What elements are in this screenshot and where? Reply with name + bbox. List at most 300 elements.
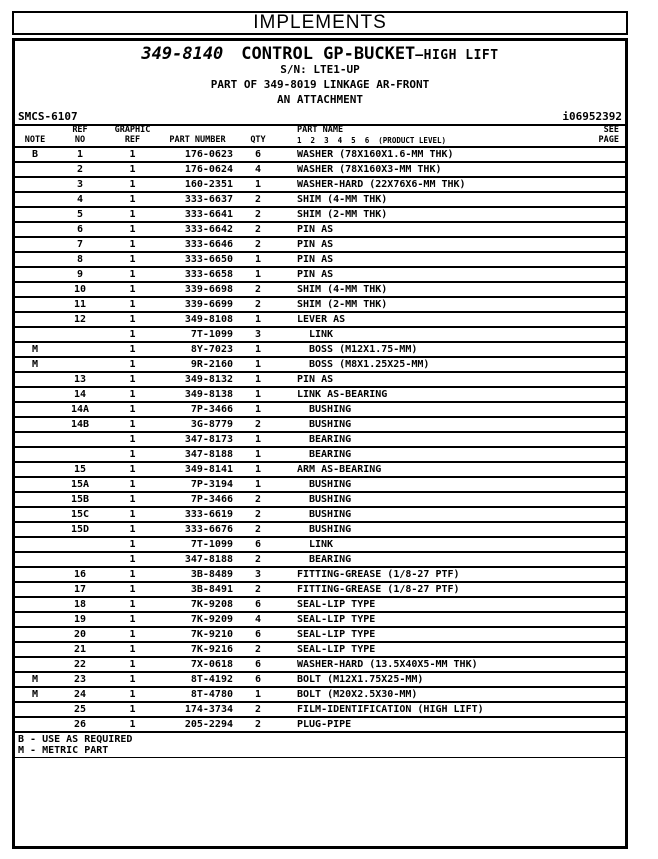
cell-part-name: BOSS (M8X1.25X25-MM) <box>309 359 430 370</box>
cell-note <box>15 208 55 221</box>
cell-ref-no: 18 <box>73 599 87 610</box>
cell-note <box>15 373 55 386</box>
cell-graphic-ref: 1 <box>129 464 136 475</box>
cell-see-page <box>561 628 625 641</box>
cell-part-name: FITTING-GREASE (1/8-27 PTF) <box>297 584 460 595</box>
cell-graphic-ref: 1 <box>129 554 136 565</box>
cell-graphic-ref: 1 <box>129 209 136 220</box>
cell-qty: 2 <box>254 509 262 520</box>
serial-number-line: S/N: LTE1-UP <box>280 63 360 76</box>
cell-part-name: LINK <box>309 539 334 550</box>
cell-ref-no <box>55 448 105 461</box>
table-row <box>15 418 625 433</box>
cell-see-page <box>561 553 625 566</box>
cell-part-number: 3G-8779 <box>190 419 233 430</box>
cell-part-name: PIN AS <box>297 269 334 280</box>
cell-part-number: 339-6698 <box>184 284 233 295</box>
cell-qty: 1 <box>254 689 262 700</box>
footnote-m: M - METRIC PART <box>18 745 109 756</box>
cell-part-number: 333-6637 <box>184 194 233 205</box>
table-row <box>15 598 625 613</box>
cell-ref-no <box>55 553 105 566</box>
cell-ref-no: 8 <box>76 254 84 265</box>
cell-note <box>15 403 55 416</box>
cell-note <box>15 268 55 281</box>
cell-part-number: 176-0624 <box>184 164 233 175</box>
cell-part-number: 347-8173 <box>184 434 233 445</box>
table-row <box>15 253 625 268</box>
cell-see-page <box>561 358 625 371</box>
parts-table <box>15 124 625 733</box>
cell-graphic-ref: 1 <box>129 374 136 385</box>
cell-see-page <box>561 343 625 356</box>
cell-graphic-ref: 1 <box>129 584 136 595</box>
table-row <box>15 313 625 328</box>
cell-note <box>15 598 55 611</box>
cell-see-page <box>561 688 625 701</box>
cell-ref-no: 9 <box>76 269 84 280</box>
cell-qty: 1 <box>254 404 262 415</box>
cell-qty: 2 <box>254 419 262 430</box>
cell-graphic-ref: 1 <box>129 419 136 430</box>
cell-ref-no: 21 <box>73 644 87 655</box>
cell-part-number: 174-3734 <box>184 704 233 715</box>
cell-part-number: 7P-3194 <box>190 479 233 490</box>
col-header-part-name: PART NAME 1 2 3 4 5 6 (PRODUCT LEVEL) <box>297 125 447 145</box>
cell-part-name: BEARING <box>309 554 352 565</box>
table-row <box>15 403 625 418</box>
cell-graphic-ref: 1 <box>129 479 136 490</box>
cell-part-name: PIN AS <box>297 239 334 250</box>
cell-see-page <box>561 178 625 191</box>
cell-see-page <box>561 313 625 326</box>
cell-note <box>15 418 55 431</box>
cell-qty: 1 <box>254 179 262 190</box>
table-row <box>15 613 625 628</box>
cell-part-number: 333-6658 <box>184 269 233 280</box>
cell-note <box>15 463 55 476</box>
cell-ref-no <box>55 538 105 551</box>
cell-see-page <box>561 328 625 341</box>
col-header-ref-no: REF NO <box>72 125 88 145</box>
cell-qty: 2 <box>254 299 262 310</box>
cell-part-name: SHIM (2-MM THK) <box>297 209 388 220</box>
table-row <box>15 178 625 193</box>
cell-note: M <box>31 359 39 370</box>
cell-graphic-ref: 1 <box>129 254 136 265</box>
cell-part-name: WASHER (78X160X1.6-MM THK) <box>297 149 454 160</box>
cell-part-number: 349-8138 <box>184 389 233 400</box>
cell-see-page <box>561 718 625 731</box>
cell-part-number: 333-6641 <box>184 209 233 220</box>
cell-part-number: 333-6676 <box>184 524 233 535</box>
cell-ref-no: 2 <box>76 164 84 175</box>
parts-list-panel <box>12 38 628 849</box>
col-header-note: NOTE <box>24 134 46 145</box>
cell-see-page <box>561 643 625 656</box>
cell-graphic-ref: 1 <box>129 674 136 685</box>
cell-ref-no <box>55 358 105 371</box>
cell-qty: 1 <box>254 449 262 460</box>
cell-see-page <box>561 703 625 716</box>
cell-part-name: BEARING <box>309 434 352 445</box>
cell-part-name: BOSS (M12X1.75-MM) <box>309 344 418 355</box>
cell-part-number: 349-8141 <box>184 464 233 475</box>
cell-ref-no: 7 <box>76 239 84 250</box>
cell-graphic-ref: 1 <box>129 179 136 190</box>
table-row <box>15 358 625 373</box>
cell-part-number: 9R-2160 <box>190 359 233 370</box>
table-row <box>15 208 625 223</box>
cell-graphic-ref: 1 <box>129 539 136 550</box>
cell-ref-no: 11 <box>73 299 87 310</box>
cell-note <box>15 553 55 566</box>
cell-part-name: SEAL-LIP TYPE <box>297 599 376 610</box>
table-row <box>15 508 625 523</box>
cell-see-page <box>561 583 625 596</box>
cell-see-page <box>561 298 625 311</box>
cell-graphic-ref: 1 <box>129 344 136 355</box>
cell-see-page <box>561 388 625 401</box>
cell-graphic-ref: 1 <box>129 494 136 505</box>
cell-part-number: 349-8108 <box>184 314 233 325</box>
cell-ref-no: 15C <box>70 509 90 520</box>
cell-part-name: SHIM (4-MM THK) <box>297 194 388 205</box>
cell-qty: 2 <box>254 704 262 715</box>
cell-ref-no: 16 <box>73 569 87 580</box>
cell-qty: 1 <box>254 254 262 265</box>
cell-qty: 1 <box>254 314 262 325</box>
cell-part-name: FILM-IDENTIFICATION (HIGH LIFT) <box>297 704 484 715</box>
cell-ref-no: 19 <box>73 614 87 625</box>
cell-qty: 1 <box>254 344 262 355</box>
cell-see-page <box>561 253 625 266</box>
cell-qty: 1 <box>254 359 262 370</box>
table-row <box>15 688 625 703</box>
cell-part-number: 333-6646 <box>184 239 233 250</box>
group-part-number: 349-8140 <box>141 44 224 64</box>
cell-qty: 6 <box>254 629 262 640</box>
cell-note: M <box>31 344 39 355</box>
cell-note <box>15 568 55 581</box>
cell-qty: 1 <box>254 434 262 445</box>
cell-ref-no: 5 <box>76 209 84 220</box>
table-row <box>15 463 625 478</box>
footnotes <box>15 733 625 758</box>
cell-ref-no: 20 <box>73 629 87 640</box>
table-row <box>15 298 625 313</box>
cell-see-page <box>561 268 625 281</box>
smcs-code: SMCS-6107 <box>18 110 78 123</box>
table-row <box>15 343 625 358</box>
cell-part-number: 349-8132 <box>184 374 233 385</box>
cell-part-number: 7T-1099 <box>190 539 233 550</box>
cell-qty: 2 <box>254 239 262 250</box>
cell-qty: 2 <box>254 554 262 565</box>
cell-note <box>15 388 55 401</box>
cell-qty: 6 <box>254 599 262 610</box>
cell-part-number: 3B-8489 <box>190 569 233 580</box>
cell-see-page <box>561 433 625 446</box>
cell-ref-no: 14A <box>70 404 90 415</box>
cell-see-page <box>561 403 625 416</box>
cell-see-page <box>561 208 625 221</box>
cell-see-page <box>561 373 625 386</box>
cell-note <box>15 298 55 311</box>
cell-note <box>15 283 55 296</box>
table-row <box>15 223 625 238</box>
cell-part-number: 347-8188 <box>184 449 233 460</box>
cell-part-number: 7T-1099 <box>190 329 233 340</box>
cell-part-name: BUSHING <box>309 509 352 520</box>
cell-qty: 2 <box>254 719 262 730</box>
cell-part-number: 7K-9208 <box>190 599 233 610</box>
table-row <box>15 538 625 553</box>
cell-part-name: BOLT (M12X1.75X25-MM) <box>297 674 424 685</box>
table-row <box>15 388 625 403</box>
cell-ref-no <box>55 433 105 446</box>
table-row <box>15 193 625 208</box>
cell-graphic-ref: 1 <box>129 314 136 325</box>
cell-graphic-ref: 1 <box>129 269 136 280</box>
cell-ref-no: 25 <box>73 704 87 715</box>
table-row <box>15 163 625 178</box>
cell-graphic-ref: 1 <box>129 434 136 445</box>
cell-qty: 6 <box>254 674 262 685</box>
table-row <box>15 718 625 733</box>
cell-ref-no: 4 <box>76 194 84 205</box>
table-row <box>15 433 625 448</box>
cell-graphic-ref: 1 <box>129 509 136 520</box>
table-row <box>15 448 625 463</box>
table-row <box>15 568 625 583</box>
cell-ref-no: 15D <box>70 524 90 535</box>
col-header-see-page: SEE PAGE <box>598 125 619 145</box>
cell-part-name: SHIM (2-MM THK) <box>297 299 388 310</box>
cell-ref-no: 26 <box>73 719 87 730</box>
cell-see-page <box>561 598 625 611</box>
cell-note <box>15 478 55 491</box>
cell-note <box>15 523 55 536</box>
cell-part-name: WASHER (78X160X3-MM THK) <box>297 164 442 175</box>
footnote-b: B - USE AS REQUIRED <box>18 734 133 745</box>
cell-note <box>15 658 55 671</box>
cell-part-number: 333-6642 <box>184 224 233 235</box>
cell-part-name: BUSHING <box>309 419 352 430</box>
cell-note <box>15 628 55 641</box>
col-header-graphic-ref: GRAPHIC REF <box>114 125 151 145</box>
cell-see-page <box>561 673 625 686</box>
cell-see-page <box>561 163 625 176</box>
cell-see-page <box>561 448 625 461</box>
cell-note: M <box>31 689 39 700</box>
cell-part-name: LINK AS-BEARING <box>297 389 388 400</box>
cell-ref-no <box>55 343 105 356</box>
cell-graphic-ref: 1 <box>129 299 136 310</box>
attachment-line: AN ATTACHMENT <box>276 93 364 106</box>
cell-qty: 1 <box>254 374 262 385</box>
cell-ref-no: 15 <box>73 464 87 475</box>
cell-see-page <box>561 568 625 581</box>
cell-see-page <box>561 283 625 296</box>
cell-graphic-ref: 1 <box>129 704 136 715</box>
cell-graphic-ref: 1 <box>129 329 136 340</box>
cell-note <box>15 253 55 266</box>
cell-graphic-ref: 1 <box>129 149 136 160</box>
cell-qty: 3 <box>254 329 262 340</box>
table-row <box>15 553 625 568</box>
cell-ref-no: 13 <box>73 374 87 385</box>
cell-graphic-ref: 1 <box>129 719 136 730</box>
cell-qty: 6 <box>254 539 262 550</box>
cell-qty: 2 <box>254 284 262 295</box>
cell-part-name: LINK <box>309 329 334 340</box>
table-body <box>15 148 625 733</box>
cell-part-number: 160-2351 <box>184 179 233 190</box>
cell-ref-no <box>55 328 105 341</box>
cell-graphic-ref: 1 <box>129 689 136 700</box>
cell-part-name: BUSHING <box>309 404 352 415</box>
product-level-scale: 1 2 3 4 5 6 (PRODUCT LEVEL) <box>297 135 447 145</box>
cell-graphic-ref: 1 <box>129 404 136 415</box>
cell-see-page <box>561 193 625 206</box>
cell-graphic-ref: 1 <box>129 449 136 460</box>
cell-note: B <box>31 149 39 160</box>
cell-see-page <box>561 463 625 476</box>
cell-ref-no: 6 <box>76 224 84 235</box>
cell-qty: 2 <box>254 494 262 505</box>
cell-part-number: 7K-9209 <box>190 614 233 625</box>
cell-note <box>15 643 55 656</box>
table-row <box>15 493 625 508</box>
cell-part-number: 205-2294 <box>184 719 233 730</box>
table-row <box>15 238 625 253</box>
table-row <box>15 628 625 643</box>
cell-note <box>15 718 55 731</box>
cell-part-number: 333-6619 <box>184 509 233 520</box>
meta-row <box>15 110 625 124</box>
cell-ref-no: 23 <box>73 674 87 685</box>
cell-see-page <box>561 223 625 236</box>
cell-part-name: WASHER-HARD (22X76X6-MM THK) <box>297 179 466 190</box>
cell-qty: 4 <box>254 614 262 625</box>
cell-note <box>15 193 55 206</box>
table-row <box>15 373 625 388</box>
cell-qty: 2 <box>254 524 262 535</box>
cell-see-page <box>561 508 625 521</box>
cell-qty: 1 <box>254 479 262 490</box>
cell-note <box>15 538 55 551</box>
cell-ref-no: 24 <box>73 689 87 700</box>
doc-id: i06952392 <box>562 110 622 123</box>
cell-note <box>15 703 55 716</box>
table-row <box>15 283 625 298</box>
cell-see-page <box>561 523 625 536</box>
cell-part-number: 7K-9216 <box>190 644 233 655</box>
cell-graphic-ref: 1 <box>129 659 136 670</box>
cell-ref-no: 22 <box>73 659 87 670</box>
cell-qty: 2 <box>254 584 262 595</box>
cell-note <box>15 508 55 521</box>
cell-graphic-ref: 1 <box>129 164 136 175</box>
cell-graphic-ref: 1 <box>129 359 136 370</box>
cell-ref-no: 12 <box>73 314 87 325</box>
cell-ref-no: 14B <box>70 419 90 430</box>
cell-qty: 1 <box>254 389 262 400</box>
cell-ref-no: 15A <box>70 479 90 490</box>
cell-part-number: 8T-4192 <box>190 674 233 685</box>
cell-see-page <box>561 493 625 506</box>
cell-note <box>15 328 55 341</box>
cell-graphic-ref: 1 <box>129 524 136 535</box>
cell-part-name: ARM AS-BEARING <box>297 464 382 475</box>
cell-graphic-ref: 1 <box>129 644 136 655</box>
table-row <box>15 583 625 598</box>
cell-see-page <box>561 538 625 551</box>
part-of-line: PART OF 349-8019 LINKAGE AR-FRONT <box>210 78 430 91</box>
cell-part-number: 3B-8491 <box>190 584 233 595</box>
section-title: IMPLEMENTS <box>253 12 387 33</box>
cell-see-page <box>561 418 625 431</box>
cell-graphic-ref: 1 <box>129 614 136 625</box>
cell-part-number: 8T-4780 <box>190 689 233 700</box>
cell-qty: 2 <box>254 224 262 235</box>
cell-qty: 2 <box>254 194 262 205</box>
table-row <box>15 268 625 283</box>
cell-part-name: SHIM (4-MM THK) <box>297 284 388 295</box>
cell-qty: 2 <box>254 209 262 220</box>
table-row <box>15 148 625 163</box>
cell-part-name: SEAL-LIP TYPE <box>297 614 376 625</box>
table-row <box>15 328 625 343</box>
cell-part-number: 339-6699 <box>184 299 233 310</box>
cell-graphic-ref: 1 <box>129 389 136 400</box>
cell-ref-no: 3 <box>76 179 84 190</box>
cell-part-number: 8Y-7023 <box>190 344 233 355</box>
col-header-qty: QTY <box>250 134 266 145</box>
cell-part-number: 7P-3466 <box>190 494 233 505</box>
cell-graphic-ref: 1 <box>129 284 136 295</box>
blank-area <box>15 758 625 846</box>
cell-part-name: SEAL-LIP TYPE <box>297 644 376 655</box>
group-name-suffix: –HIGH LIFT <box>415 48 499 63</box>
cell-note <box>15 223 55 236</box>
cell-part-name: PLUG-PIPE <box>297 719 352 730</box>
cell-part-number: 7P-3466 <box>190 404 233 415</box>
cell-note <box>15 448 55 461</box>
cell-ref-no: 15B <box>70 494 90 505</box>
cell-qty: 4 <box>254 164 262 175</box>
cell-qty: 1 <box>254 464 262 475</box>
group-name: CONTROL GP-BUCKET <box>241 44 416 64</box>
cell-ref-no: 17 <box>73 584 87 595</box>
table-row <box>15 478 625 493</box>
cell-graphic-ref: 1 <box>129 239 136 250</box>
cell-note <box>15 433 55 446</box>
cell-graphic-ref: 1 <box>129 569 136 580</box>
cell-part-name: FITTING-GREASE (1/8-27 PTF) <box>297 569 460 580</box>
cell-part-name: PIN AS <box>297 254 334 265</box>
cell-part-number: 347-8188 <box>184 554 233 565</box>
cell-ref-no: 14 <box>73 389 87 400</box>
cell-qty: 3 <box>254 569 262 580</box>
cell-see-page <box>561 658 625 671</box>
table-header-row <box>15 126 625 148</box>
cell-part-number: 333-6650 <box>184 254 233 265</box>
cell-see-page <box>561 148 625 161</box>
cell-part-number: 7K-9210 <box>190 629 233 640</box>
cell-note <box>15 583 55 596</box>
